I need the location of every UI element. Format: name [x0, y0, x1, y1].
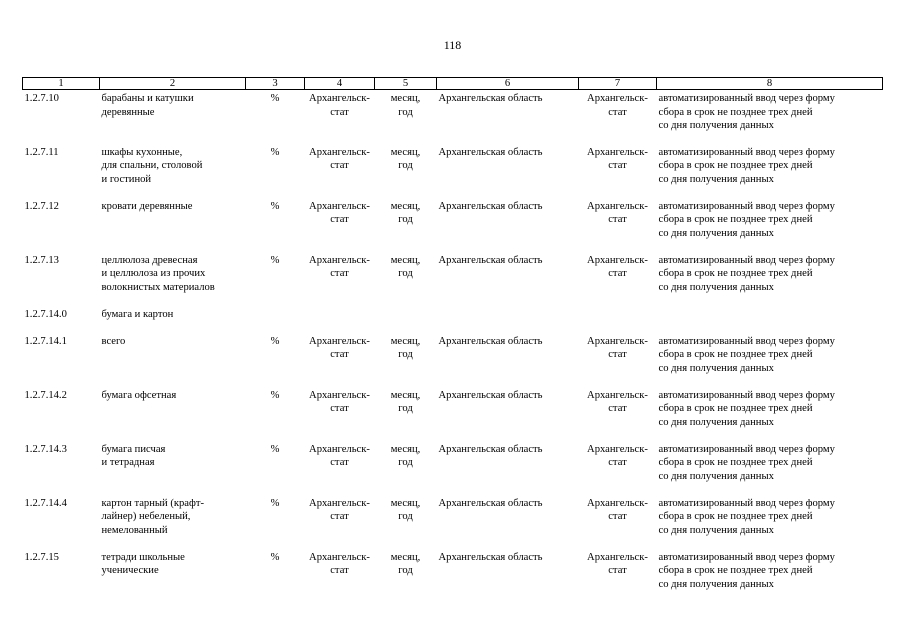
table-row: [23, 549, 883, 603]
territory: Архангельская область: [438, 389, 543, 401]
input-method: автоматизированный ввод через форму сбора в срок не позднее трех дней со дня получения данных: [658, 93, 835, 131]
unit-of-measure: %: [270, 497, 280, 509]
column-header: 2: [100, 78, 246, 90]
data-provider: Архангельск- стат: [587, 389, 648, 414]
data-provider: Архангельск- стат: [587, 497, 648, 522]
indicator-name: целлюлоза древесная и целлюлоза из прочих волокнистых материалов: [101, 254, 215, 293]
input-method: автоматизированный ввод через форму сбора в срок не позднее трех дней со дня получения данных: [658, 389, 835, 428]
indicator-name: барабаны и катушки деревянные: [101, 93, 194, 118]
table-body: [23, 90, 883, 603]
data-provider: Архангельск- стат: [587, 200, 648, 225]
unit-of-measure: %: [270, 200, 280, 212]
data-source: Архангельск- стат: [309, 200, 370, 225]
periodicity: [375, 306, 437, 333]
input-method: [657, 306, 883, 333]
input-method: автоматизированный ввод через форму сбора в срок не позднее трех дней со дня получения данных: [658, 146, 835, 185]
unit-of-measure: %: [270, 146, 280, 158]
column-header: 3: [246, 78, 305, 90]
column-header: 1: [23, 78, 100, 90]
indicator-name: всего: [101, 335, 126, 347]
table-row: [23, 333, 883, 387]
indicator-table: [22, 77, 883, 603]
territory: Архангельская область: [438, 335, 543, 347]
data-provider: Архангельск- стат: [587, 146, 648, 171]
data-source: [305, 306, 375, 333]
data-provider: Архангельск- стат: [587, 254, 648, 279]
column-header: 5: [375, 78, 437, 90]
indicator-code: 1.2.7.14.3: [24, 443, 67, 455]
periodicity: месяц, год: [390, 389, 421, 414]
territory: Архангельская область: [438, 497, 543, 509]
periodicity: месяц, год: [390, 335, 421, 360]
territory: Архангельская область: [438, 443, 543, 455]
periodicity: месяц, год: [390, 146, 421, 171]
data-source: Архангельск- стат: [309, 335, 370, 360]
indicator-name: бумага писчая и тетрадная: [101, 443, 166, 468]
input-method: автоматизированный ввод через форму сбора в срок не позднее трех дней со дня получения данных: [658, 443, 835, 482]
periodicity: месяц, год: [390, 443, 421, 468]
data-source: Архангельск- стат: [309, 551, 370, 576]
input-method: автоматизированный ввод через форму сбора в срок не позднее трех дней со дня получения данных: [658, 497, 835, 536]
indicator-code: 1.2.7.14.1: [24, 335, 67, 347]
indicator-code: 1.2.7.14.2: [24, 389, 67, 401]
unit-of-measure: %: [270, 254, 280, 266]
data-provider: [579, 306, 657, 333]
territory: Архангельская область: [438, 254, 543, 266]
periodicity: месяц, год: [390, 497, 421, 522]
data-provider: Архангельск- стат: [587, 443, 648, 468]
data-source: Архангельск- стат: [309, 146, 370, 171]
indicator-name: тетради школьные ученические: [101, 551, 185, 576]
data-source: Архангельск- стат: [309, 443, 370, 468]
column-header: 7: [579, 78, 657, 90]
table-row: [23, 441, 883, 495]
indicator-name: картон тарный (крафт- лайнер) небеленый, немелованный: [101, 497, 205, 536]
indicator-name: кровати деревянные: [101, 200, 193, 212]
data-provider: Архангельск- стат: [587, 335, 648, 360]
data-source: Архангельск- стат: [309, 254, 370, 279]
data-source: Архангельск- стат: [309, 389, 370, 414]
territory: Архангельская область: [438, 93, 543, 104]
unit-of-measure: [246, 306, 305, 333]
unit-of-measure: %: [270, 389, 280, 401]
column-header: 6: [437, 78, 579, 90]
table-row: [23, 90, 883, 144]
indicator-name: бумага офсетная: [101, 389, 177, 401]
indicator-code: 1.2.7.14.4: [24, 497, 67, 509]
periodicity: месяц, год: [390, 200, 421, 225]
indicator-code: 1.2.7.13: [24, 254, 59, 266]
unit-of-measure: %: [270, 335, 280, 347]
territory: [437, 306, 579, 333]
periodicity: месяц, год: [390, 93, 421, 118]
periodicity: месяц, год: [390, 551, 421, 576]
indicator-code: 1.2.7.12: [24, 200, 59, 212]
territory: Архангельская область: [438, 200, 543, 212]
table-row: [23, 306, 883, 333]
periodicity: месяц, год: [390, 254, 421, 279]
table-row: [23, 198, 883, 252]
unit-of-measure: %: [270, 551, 280, 563]
header-row: [23, 78, 883, 90]
data-provider: Архангельск- стат: [587, 93, 648, 118]
input-method: автоматизированный ввод через форму сбора в срок не позднее трех дней со дня получения данных: [658, 551, 835, 590]
unit-of-measure: %: [270, 93, 280, 104]
table-row: [23, 387, 883, 441]
input-method: автоматизированный ввод через форму сбора в срок не позднее трех дней со дня получения данных: [658, 335, 835, 374]
indicator-code: 1.2.7.11: [24, 146, 59, 158]
indicator-code: 1.2.7.15: [24, 551, 59, 563]
column-header: 4: [305, 78, 375, 90]
data-source: Архангельск- стат: [309, 93, 370, 118]
territory: Архангельская область: [438, 551, 543, 563]
indicator-code: 1.2.7.10: [24, 93, 59, 104]
data-provider: Архангельск- стат: [587, 551, 648, 576]
page-number: 118: [443, 38, 462, 52]
indicator-code: 1.2.7.14.0: [24, 308, 67, 320]
table-row: [23, 495, 883, 549]
table-row: [23, 252, 883, 306]
unit-of-measure: %: [270, 443, 280, 455]
indicator-name: шкафы кухонные, для спальни, столовой и гостиной: [101, 146, 203, 185]
indicator-name: бумага и картон: [101, 308, 174, 320]
data-source: Архангельск- стат: [309, 497, 370, 522]
territory: Архангельская область: [438, 146, 543, 158]
input-method: автоматизированный ввод через форму сбора в срок не позднее трех дней со дня получения данных: [658, 200, 835, 239]
table-row: [23, 144, 883, 198]
input-method: автоматизированный ввод через форму сбора в срок не позднее трех дней со дня получения данных: [658, 254, 835, 293]
column-header: 8: [657, 78, 883, 90]
